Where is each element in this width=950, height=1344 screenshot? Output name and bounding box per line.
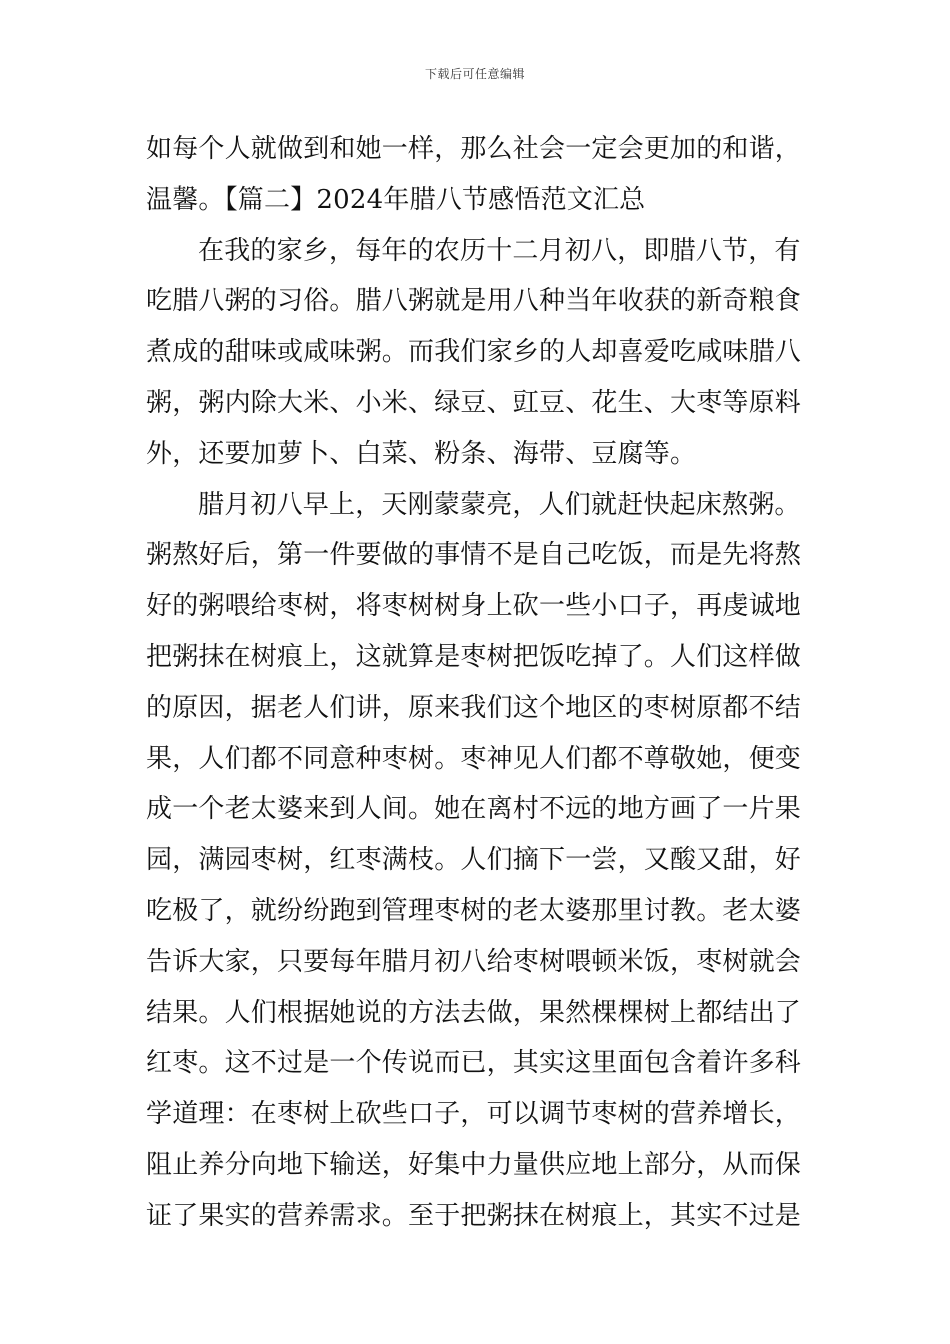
text-line: 告诉大家，只要每年腊月初八给枣树喂顿米饭，枣树就会 [146, 946, 802, 977]
text-line: 温馨。【篇二】2024年腊八节感悟范文汇总 [146, 184, 646, 215]
text-line: 煮成的甜味或咸味粥。而我们家乡的人却喜爱吃咸味腊八 [146, 337, 802, 368]
text-line: 腊月初八早上，天刚蒙蒙亮，人们就赶快起床熬粥。 [198, 489, 801, 520]
text-line: 学道理：在枣树上砍些口子，可以调节枣树的营养增长， [146, 1099, 802, 1130]
text-line: 粥熬好后，第一件要做的事情不是自己吃饭，而是先将熬 [146, 540, 802, 571]
body-text [146, 124, 810, 1242]
text-line: 园，满园枣树，红枣满枝。人们摘下一尝，又酸又甜，好 [146, 845, 802, 876]
text-line: 把粥抹在树痕上，这就算是枣树把饭吃掉了。人们这样做 [146, 641, 802, 672]
text-line: 如每个人就做到和她一样，那么社会一定会更加的和谐， [146, 134, 802, 164]
text-line: 阻止养分向地下输送，好集中力量供应地上部分，从而保 [146, 1149, 802, 1180]
text-line: 粥，粥内除大米、小米、绿豆、豇豆、花生、大枣等原料 [146, 387, 802, 418]
text-line: 果，人们都不同意种枣树。枣神见人们都不尊敬她，便变 [146, 743, 802, 774]
text-line: 好的粥喂给枣树，将枣树树身上砍一些小口子，再虔诚地 [146, 591, 802, 622]
text-line: 红枣。这不过是一个传说而已，其实这里面包含着许多科 [146, 1048, 802, 1079]
text-line: 结果。人们根据她说的方法去做，果然棵棵树上都结出了 [146, 997, 802, 1028]
text-line: 成一个老太婆来到人间。她在离村不远的地方画了一片果 [146, 794, 802, 825]
text-line: 证了果实的营养需求。至于把粥抹在树痕上，其实不过是 [146, 1200, 802, 1231]
text-line: 吃极了，就纷纷跑到管理枣树的老太婆那里讨教。老太婆 [146, 895, 802, 926]
text-line: 在我的家乡，每年的农历十二月初八，即腊八节，有 [198, 235, 801, 266]
text-line: 的原因，据老人们讲，原来我们这个地区的枣树原都不结 [146, 692, 802, 723]
text-line: 吃腊八粥的习俗。腊八粥就是用八种当年收获的新奇粮食 [146, 286, 802, 317]
header-note: 下载后可任意编辑 [424, 67, 525, 81]
text-line: 外，还要加萝卜、白菜、粉条、海带、豆腐等。 [146, 438, 697, 469]
